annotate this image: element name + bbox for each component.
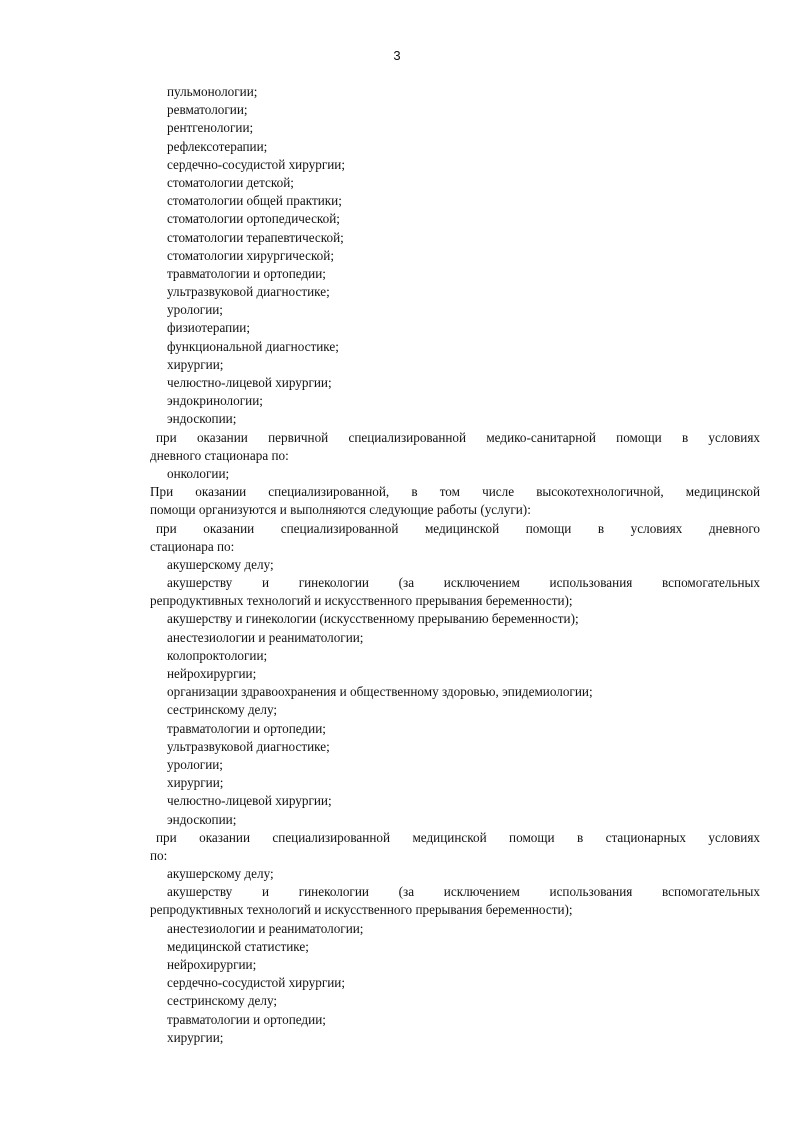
- section-heading-day-primary: при оказании первичной специализированной медико-санитарной помощи в условиях: [156, 429, 760, 445]
- list-item-cont: репродуктивных технологий и искусственного прерывания беременности);: [150, 593, 573, 609]
- list-item: пульмонологии;: [167, 84, 258, 99]
- list-item: анестезиологии и реаниматологии;: [167, 629, 364, 645]
- section-heading-inpatient: при оказании специализированной медицинской помощи в стационарных условиях: [156, 829, 760, 845]
- list-item: сердечно-сосудистой хирургии;: [167, 975, 346, 991]
- list-item: акушерскому делу;: [167, 556, 274, 572]
- list-item: сестринскому делу;: [167, 993, 278, 1009]
- specialty-list-inpatient: [150, 920, 760, 1047]
- list-item: акушерству и гинекологии (за исключением использования вспомогательных: [167, 575, 760, 591]
- specialized-intro-cont: помощи организуются и выполняются следующие работы (услуги):: [150, 502, 531, 518]
- list-item: акушерству и гинекологии (искусственному прерыванию беременности);: [167, 611, 579, 627]
- page-number: 3: [393, 48, 401, 63]
- list-item: сестринскому делу;: [167, 702, 278, 718]
- list-item: нейрохирургии;: [167, 666, 257, 681]
- list-item: рефлексотерапии;: [167, 138, 268, 154]
- list-item: травматологии и ортопедии;: [167, 1011, 326, 1027]
- list-item: челюстно-лицевой хирургии;: [167, 375, 332, 390]
- list-item-cont: репродуктивных технологий и искусственного прерывания беременности);: [150, 902, 573, 918]
- list-item: сердечно-сосудистой хирургии;: [167, 156, 346, 172]
- list-item: травматологии и ортопедии;: [167, 265, 326, 281]
- specialized-intro-line: При оказании специализированной, в том числе высокотехнологичной, медицинской: [150, 484, 760, 500]
- list-item: стоматологии детской;: [167, 174, 294, 190]
- list-item: стоматологии хирургической;: [167, 247, 334, 263]
- section-heading-day-specialized-cont: стационара по:: [150, 538, 235, 554]
- section-heading-day-primary-cont: дневного стационара по:: [150, 447, 289, 463]
- list-item: физиотерапии;: [167, 320, 251, 336]
- list-item: травматологии и ортопедии;: [167, 720, 326, 736]
- list-item: эндоскопии;: [167, 811, 237, 827]
- list-item: нейрохирургии;: [167, 957, 257, 972]
- list-item: стоматологии общей практики;: [167, 193, 342, 209]
- list-item: хирургии;: [167, 356, 224, 372]
- list-item: ультразвуковой диагностике;: [167, 738, 330, 754]
- list-item: функциональной диагностике;: [167, 338, 339, 354]
- list-item: урологии;: [167, 756, 223, 772]
- list-item: урологии;: [167, 302, 223, 318]
- list-item: акушерству и гинекологии (за исключением использования вспомогательных: [167, 884, 760, 900]
- specialty-list-day-specialized: [150, 610, 760, 828]
- specialty-list-day-primary: [150, 465, 760, 483]
- list-item: медицинской статистике;: [167, 938, 309, 954]
- section-heading-inpatient-cont: по:: [150, 847, 168, 863]
- section-heading-day-specialized: при оказании специализированной медицинской помощи в условиях дневного: [156, 520, 760, 536]
- list-item: онкологии;: [167, 465, 230, 481]
- specialty-list-primary: [150, 83, 760, 429]
- list-item: челюстно-лицевой хирургии;: [167, 793, 332, 809]
- list-item: акушерскому делу;: [167, 866, 274, 882]
- list-item: анестезиологии и реаниматологии;: [167, 920, 364, 936]
- list-item: ультразвуковой диагностике;: [167, 284, 330, 300]
- list-item: организации здравоохранения и общественному здоровью, эпидемиологии;: [167, 684, 593, 700]
- list-item: рентгенологии;: [167, 120, 254, 136]
- list-item: хирургии;: [167, 775, 224, 791]
- list-item: стоматологии ортопедической;: [167, 211, 340, 227]
- list-item: стоматологии терапевтической;: [167, 229, 344, 245]
- list-item: ревматологии;: [167, 102, 248, 118]
- list-item: эндокринологии;: [167, 393, 263, 409]
- list-item: колопроктологии;: [167, 647, 268, 663]
- document-body: [150, 83, 760, 1047]
- list-item: эндоскопии;: [167, 411, 237, 427]
- list-item: хирургии;: [167, 1029, 224, 1045]
